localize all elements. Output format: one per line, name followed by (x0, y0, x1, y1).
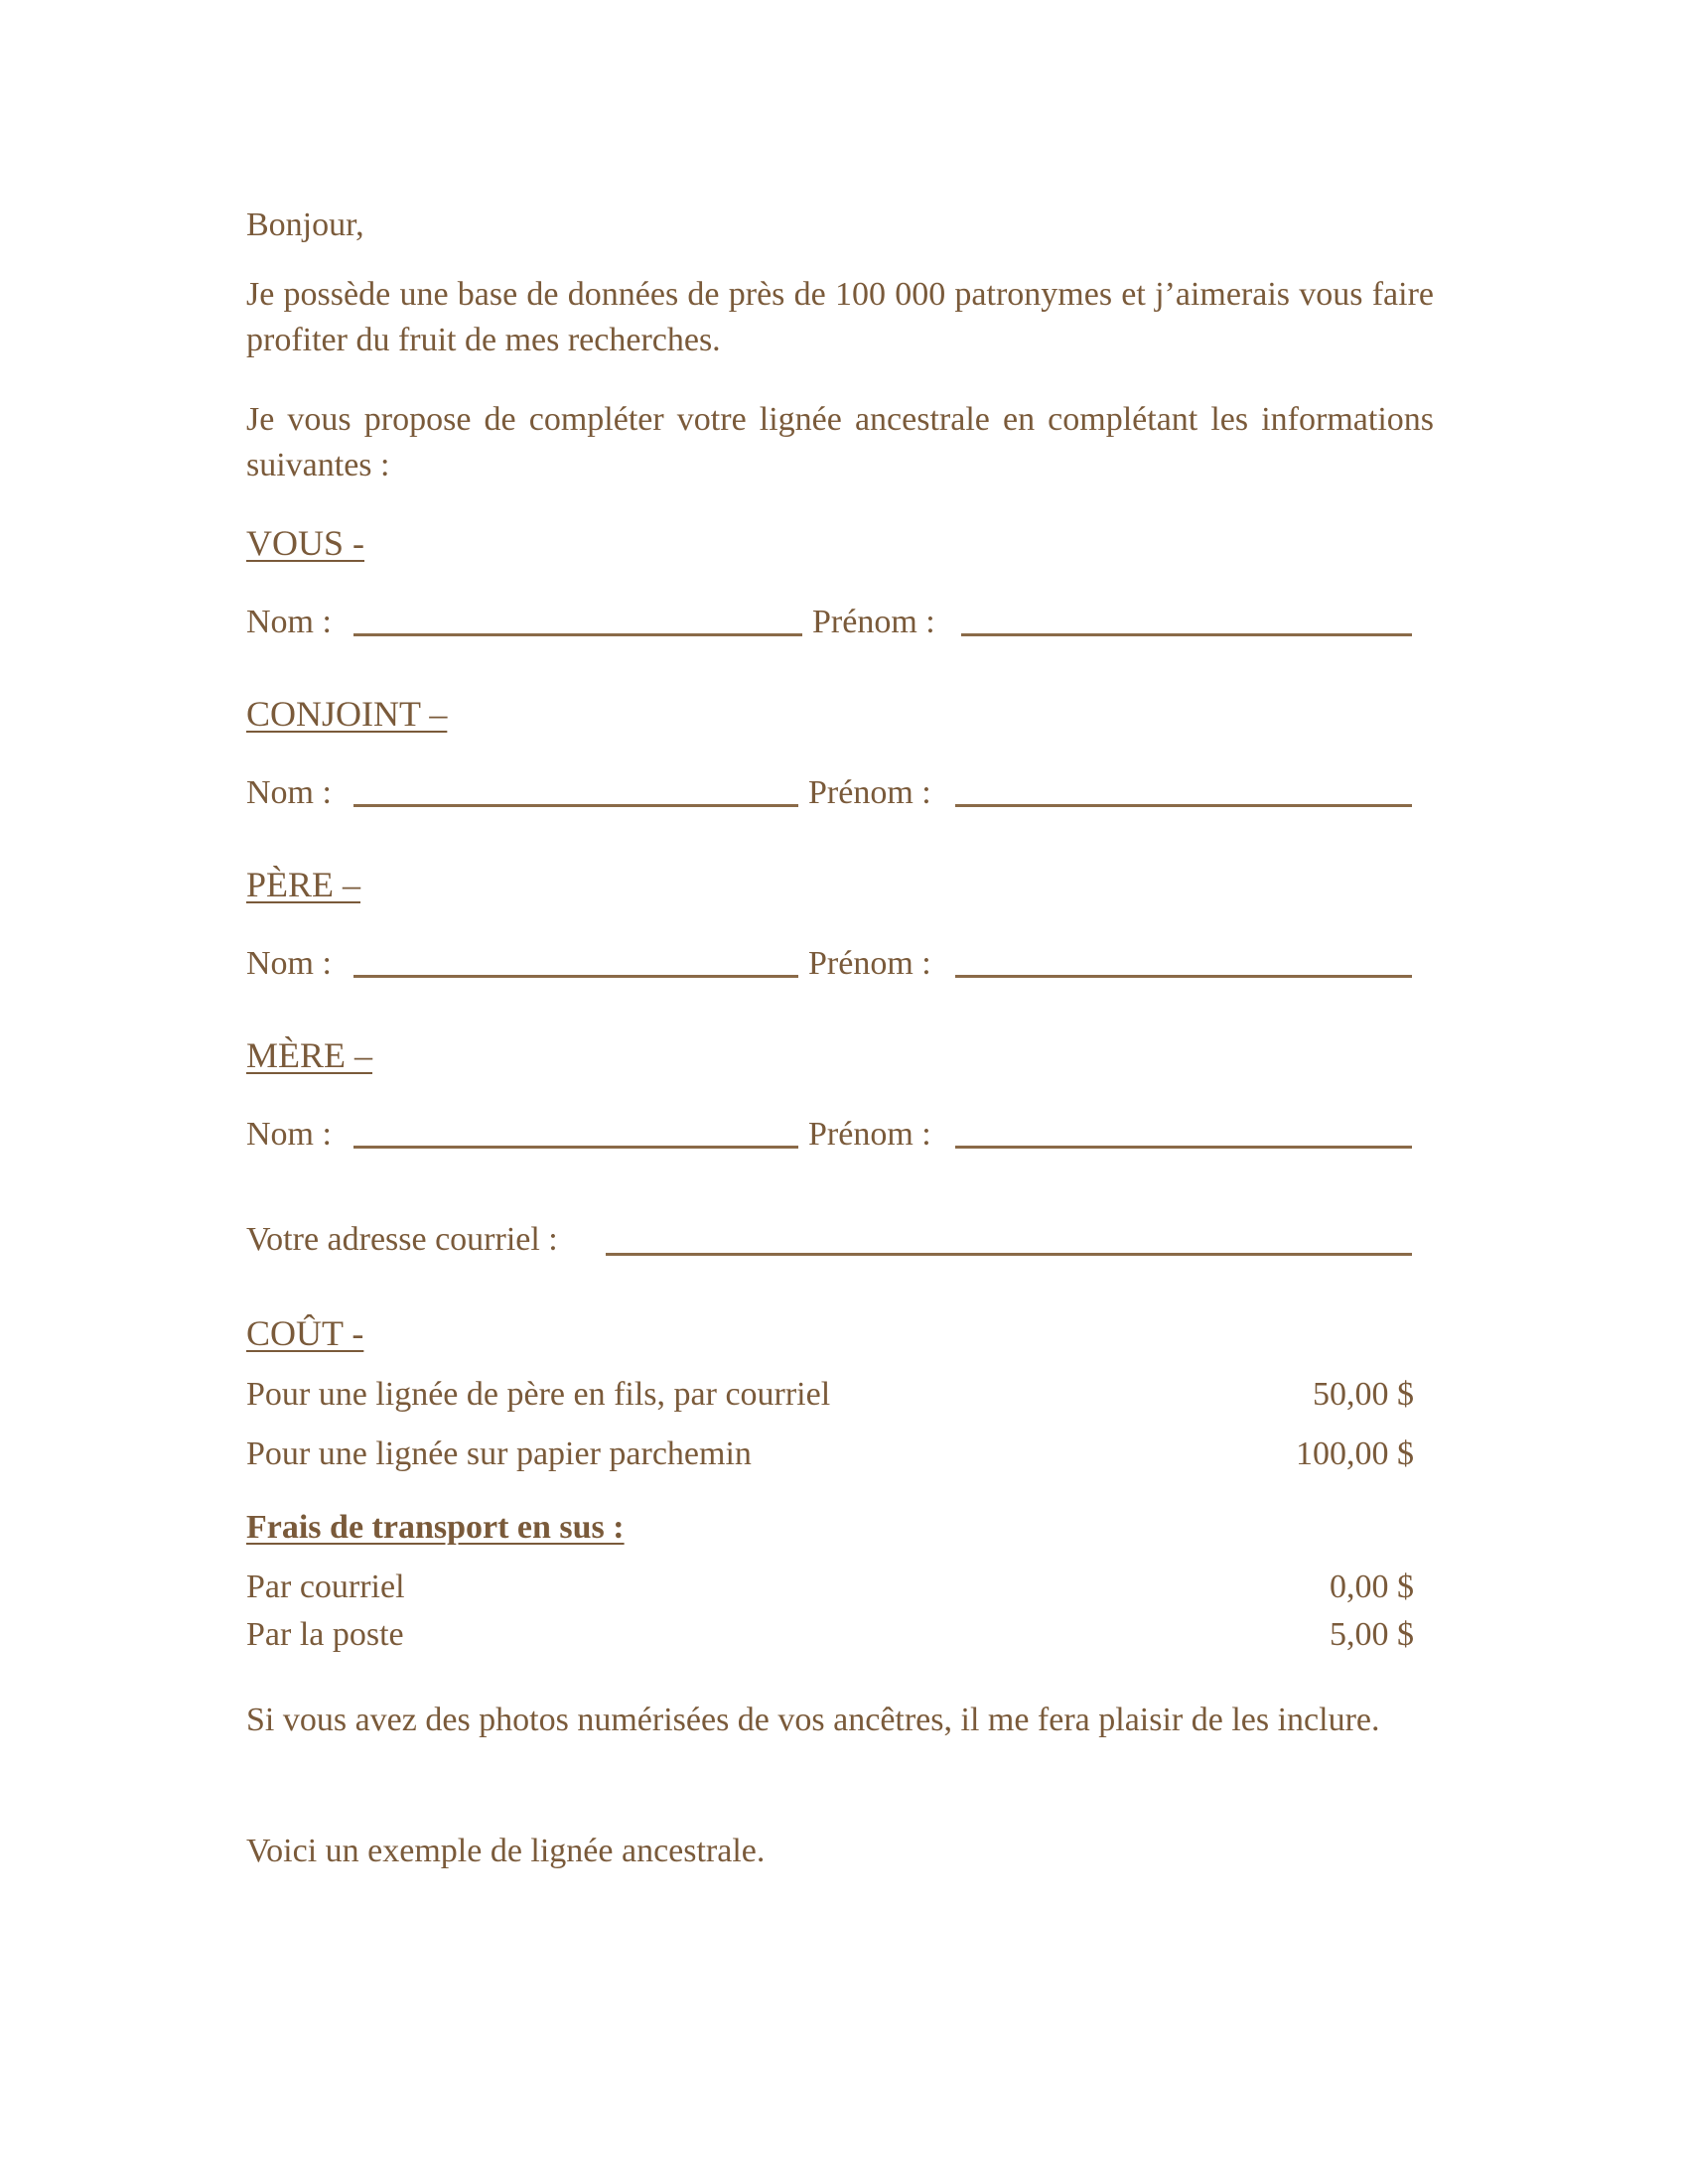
conjoint-nom-label: Nom : (246, 774, 332, 811)
mere-nom-field[interactable] (353, 1146, 798, 1149)
cost-heading: COÛT - (246, 1313, 364, 1353)
email-label: Votre adresse courriel : (246, 1221, 558, 1258)
pere-prenom-field[interactable] (955, 975, 1412, 978)
cost-item-price: 50,00 $ (1313, 1376, 1414, 1413)
cost-item-label: Pour une lignée de père en fils, par courriel (246, 1376, 831, 1413)
proposal-paragraph: Je vous propose de compléter votre lignée ancestrale en complétant les informations suivantes : (246, 401, 1434, 483)
section-heading-vous: VOUS - (246, 523, 365, 563)
shipping-item-label: Par courriel (246, 1569, 405, 1605)
shipping-item-price: 5,00 $ (1330, 1616, 1414, 1653)
vous-prenom-label: Prénom : (812, 604, 935, 640)
pere-prenom-label: Prénom : (808, 945, 931, 982)
mere-prenom-label: Prénom : (808, 1116, 931, 1153)
greeting: Bonjour, (246, 206, 364, 243)
mere-nom-label: Nom : (246, 1116, 332, 1153)
conjoint-prenom-field[interactable] (955, 804, 1412, 807)
section-heading-pere: PÈRE – (246, 865, 361, 904)
shipping-item-label: Par la poste (246, 1616, 404, 1653)
cost-item-label: Pour une lignée sur papier parchemin (246, 1435, 752, 1472)
vous-nom-label: Nom : (246, 604, 332, 640)
email-field[interactable] (606, 1253, 1412, 1256)
cost-item-price: 100,00 $ (1296, 1435, 1414, 1472)
example-line: Voici un exemple de lignée ancestrale. (246, 1833, 766, 1869)
section-heading-mere: MÈRE – (246, 1035, 373, 1075)
vous-prenom-field[interactable] (961, 633, 1412, 636)
intro-paragraph: Je possède une base de données de près de 100 000 patronymes et j’aimerais vous faire profiter du fruit de mes recherches. (246, 276, 1434, 358)
shipping-item-price: 0,00 $ (1330, 1569, 1414, 1605)
conjoint-nom-field[interactable] (353, 804, 798, 807)
mere-prenom-field[interactable] (955, 1146, 1412, 1149)
pere-nom-field[interactable] (353, 975, 798, 978)
section-heading-conjoint: CONJOINT – (246, 694, 448, 734)
vous-nom-field[interactable] (353, 633, 802, 636)
shipping-heading: Frais de transport en sus : (246, 1509, 625, 1546)
photos-paragraph: Si vous avez des photos numérisées de vos ancêtres, il me fera plaisir de les inclure. (246, 1702, 1380, 1738)
conjoint-prenom-label: Prénom : (808, 774, 931, 811)
pere-nom-label: Nom : (246, 945, 332, 982)
